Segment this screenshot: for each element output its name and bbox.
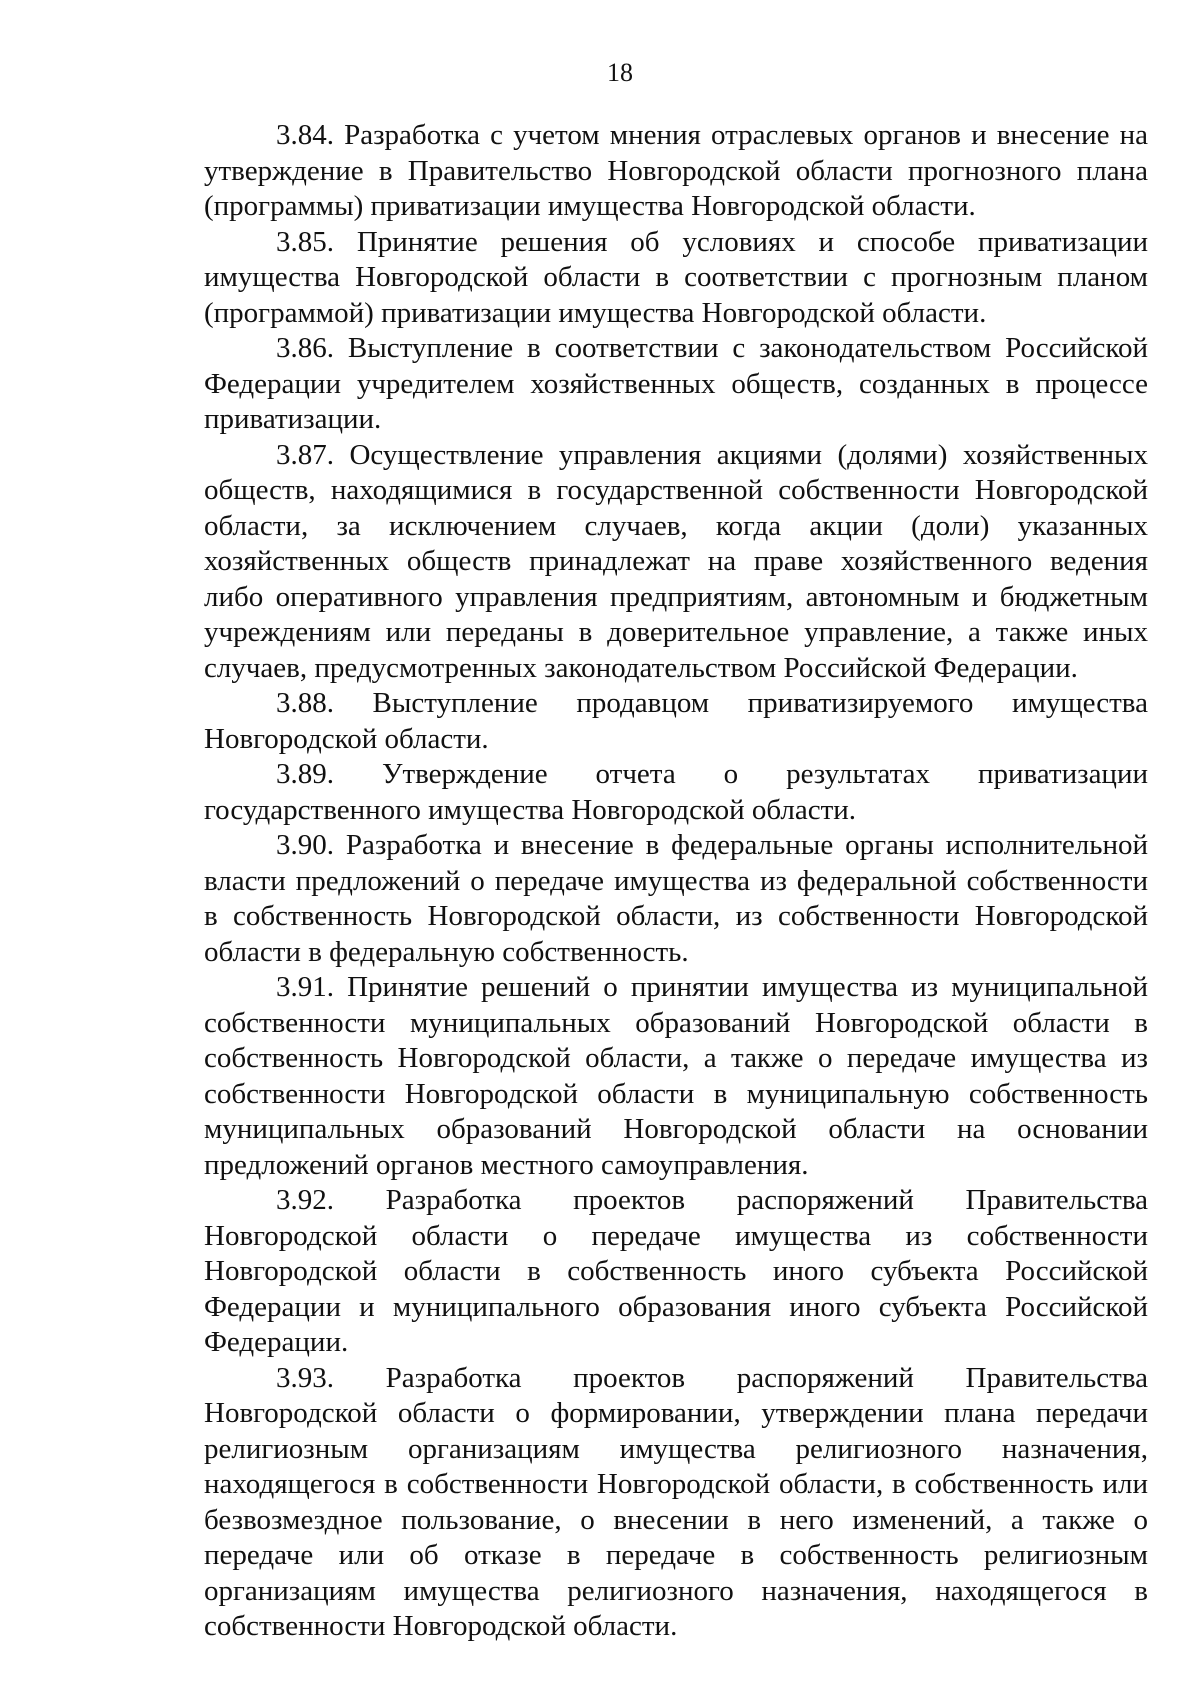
paragraph-3-86: 3.86. Выступление в соответствии с законодательством Российской Федерации учредителем хозяйственных обществ, созданных в процессе приватизации. (204, 332, 1148, 435)
paragraph-3-92: 3.92. Разработка проектов распоряжений Правительства Новгородской области о передаче имущества из собственности Новгородской области в собственность иного субъекта Российской Федерации и муниципального образования иного субъекта Российской Федерации. (204, 1184, 1148, 1358)
paragraph-3-91: 3.91. Принятие решений о принятии имущества из муниципальной собственности муниципальных образований Новгородской области в собственность Новгородской области, а также о передаче имущества из собственности Новгородской области в муниципальную собственность муниципальных образований Новгородской области на основании предложений органов местного самоуправления. (204, 971, 1148, 1181)
paragraph-3-88: 3.88. Выступление продавцом приватизируемого имущества Новгородской области. (204, 687, 1148, 755)
paragraph-3-89: 3.89. Утверждение отчета о результатах приватизации государственного имущества Новгородской области. (204, 758, 1148, 826)
paragraph-3-87: 3.87. Осуществление управления акциями (долями) хозяйственных обществ, находящимися в государственной собственности Новгородской области, за исключением случаев, когда акции (доли) указанных хозяйственных обществ принадлежат на праве хозяйственного ведения либо оперативного управления предприятиям, автономным и бюджетным учреждениям или переданы в доверительное управление, а также иных случаев, предусмотренных законодательством Российской Федерации. (204, 438, 1148, 684)
paragraph-3-84: 3.84. Разработка с учетом мнения отраслевых органов и внесение на утверждение в Правительство Новгородской области прогнозного плана (программы) приватизации имущества Новгородской области. (204, 119, 1148, 222)
paragraph-3-93: 3.93. Разработка проектов распоряжений Правительства Новгородской области о формировании, утверждении плана передачи религиозным организациям имущества религиозного назначения, находящегося в собственности Новгородской области, в собственность или безвозмездное пользование, о внесении в него изменений, а также о передаче или об отказе в передаче в собственность религиозным организациям имущества религиозного назначения, находящегося в собственности Новгородской области. (204, 1361, 1148, 1642)
paragraph-3-90: 3.90. Разработка и внесение в федеральные органы исполнительной власти предложений о передаче имущества из федеральной собственности в собственность Новгородской области, из собственности Новгородской области в федеральную собственность. (204, 829, 1148, 968)
paragraph-3-85: 3.85. Принятие решения об условиях и способе приватизации имущества Новгородской области в соответствии с прогнозным планом (программой) приватизации имущества Новгородской области. (204, 225, 1148, 329)
document-body (204, 118, 1148, 1645)
page-number: 18 (607, 58, 633, 87)
